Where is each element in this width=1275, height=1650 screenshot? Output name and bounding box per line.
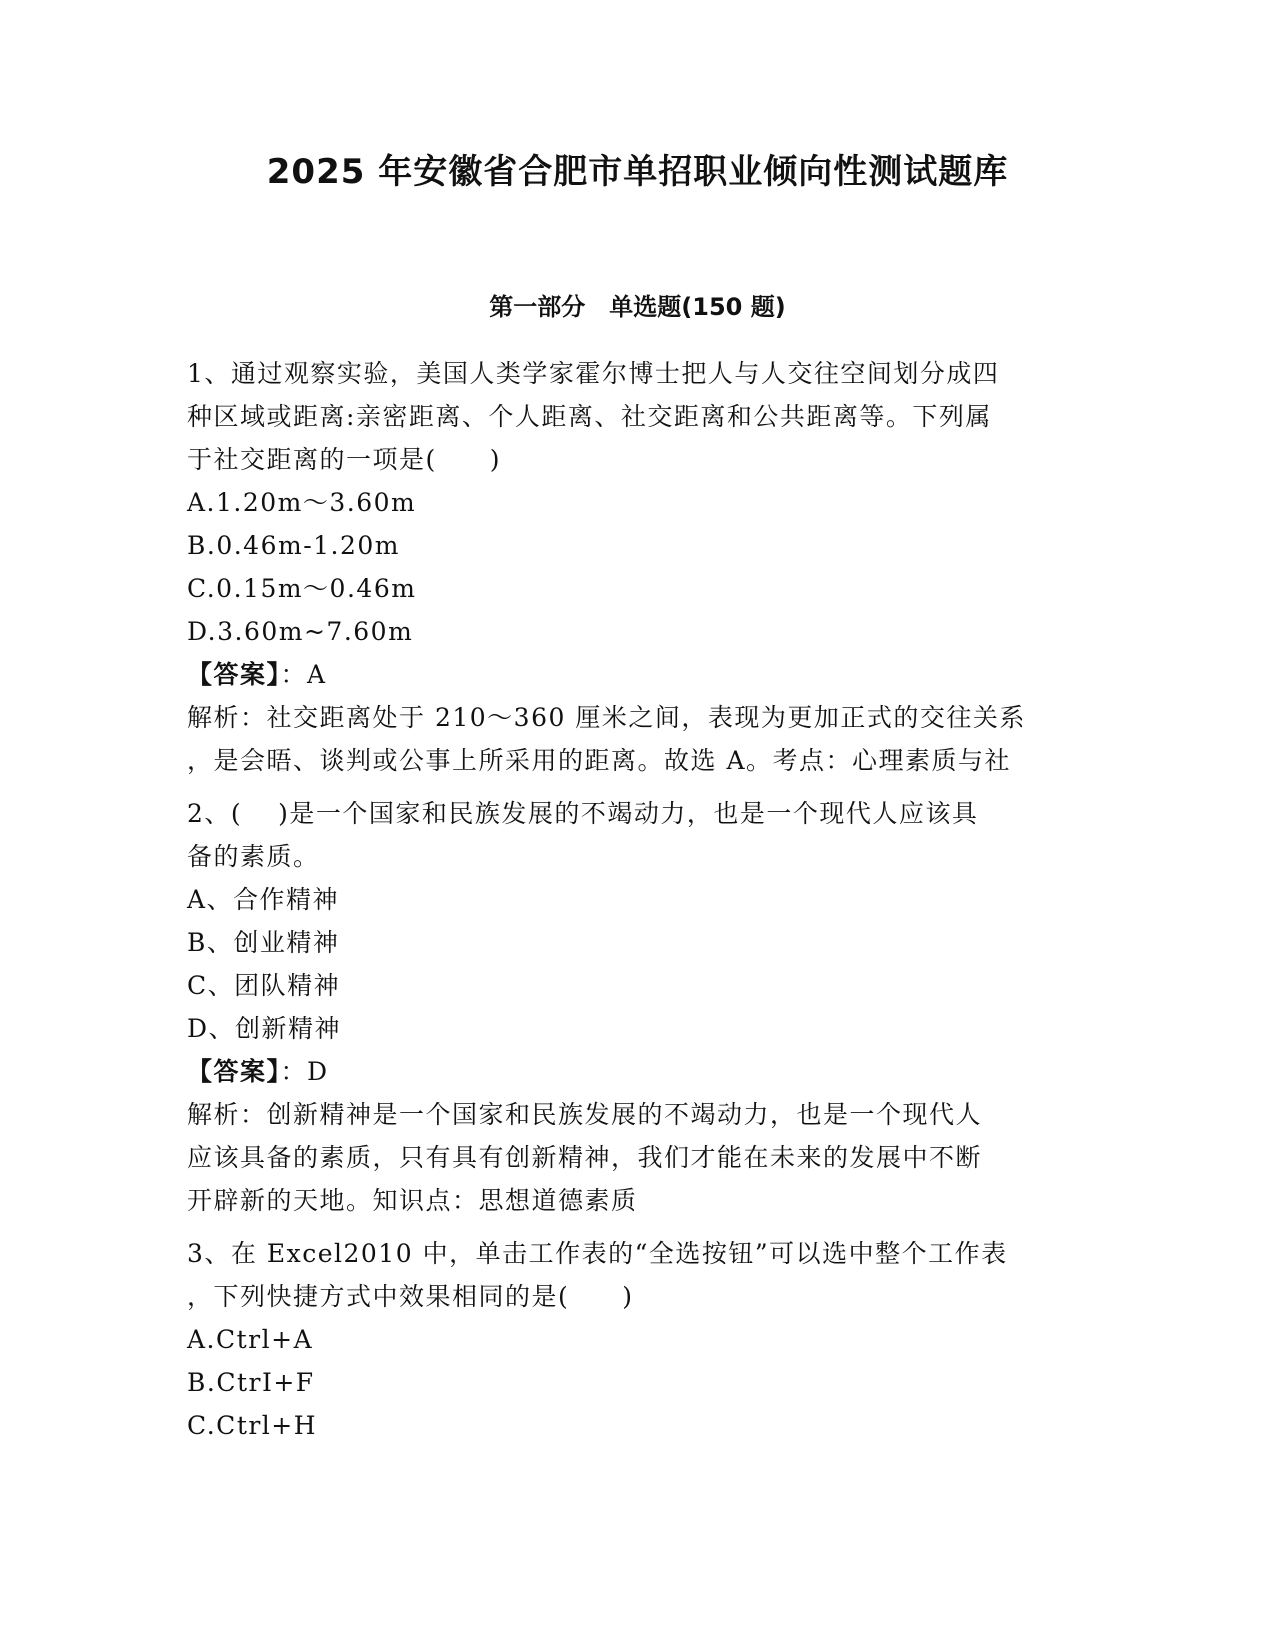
document-body	[187, 352, 1087, 1447]
question-1-stem-line-2: 种区域或距离:亲密距离、个人距离、社交距离和公共距离等。下列属	[187, 402, 992, 431]
question-2-analysis-line-1: 解析：创新精神是一个国家和民族发展的不竭动力，也是一个现代人	[187, 1100, 983, 1129]
question-2-stem-line-2: 备的素质。	[187, 842, 320, 871]
document-title: 2025 年安徽省合肥市单招职业倾向性测试题库	[266, 152, 1009, 192]
question-2-option-a: A、合作精神	[187, 885, 340, 914]
question-1-option-a: A.1.20m～3.60m	[187, 488, 417, 517]
question-1-analysis-line-1: 解析：社交距离处于 210～360 厘米之间，表现为更加正式的交往关系	[187, 703, 1026, 732]
question-2-answer-value: ：D	[280, 1057, 329, 1086]
question-1-answer-label: 【答案】	[187, 660, 281, 689]
question-3-option-b: B.CtrI+F	[187, 1368, 315, 1397]
question-3	[187, 1232, 1087, 1447]
question-2-analysis-line-3: 开辟新的天地。知识点：思想道德素质	[187, 1186, 638, 1215]
question-1-option-b: B.0.46m-1.20m	[187, 531, 401, 560]
question-1-answer	[187, 653, 1087, 696]
question-2-answer-label: 【答案】	[187, 1057, 281, 1086]
question-1-answer-value: ：A	[280, 660, 327, 689]
question-1-option-d: D.3.60m~7.60m	[187, 617, 414, 646]
question-gap	[187, 1222, 1087, 1232]
question-2-answer	[187, 1050, 1087, 1093]
question-gap	[187, 782, 1087, 792]
question-1-option-c: C.0.15m～0.46m	[187, 574, 417, 603]
question-2-analysis-line-2: 应该具备的素质，只有具有创新精神，我们才能在未来的发展中不断	[187, 1143, 983, 1172]
section-title: 第一部分 单选题(150 题)	[489, 293, 786, 321]
question-2	[187, 792, 1087, 1222]
question-3-stem-line-1: 3、在 Excel2010 中，单击工作表的“全选按钮”可以选中整个工作表	[187, 1239, 1008, 1268]
question-2-stem-line-1: 2、( )是一个国家和民族发展的不竭动力，也是一个现代人应该具	[187, 799, 979, 828]
question-2-option-b: B、创业精神	[187, 928, 340, 957]
question-2-option-d: D、创新精神	[187, 1014, 342, 1043]
question-3-option-c: C.Ctrl+H	[187, 1411, 318, 1440]
question-3-stem-line-2: ，下列快捷方式中效果相同的是( )	[187, 1282, 634, 1311]
question-2-option-c: C、团队精神	[187, 971, 341, 1000]
question-1-stem-line-1: 1、通过观察实验，美国人类学家霍尔博士把人与人交往空间划分成四	[187, 359, 1000, 388]
question-1-stem-line-3: 于社交距离的一项是( )	[187, 445, 502, 474]
question-1-analysis-line-2: ，是会晤、谈判或公事上所采用的距离。故选 A。考点：心理素质与社	[187, 746, 1012, 775]
question-1	[187, 352, 1087, 782]
question-3-option-a: A.Ctrl+A	[187, 1325, 314, 1354]
